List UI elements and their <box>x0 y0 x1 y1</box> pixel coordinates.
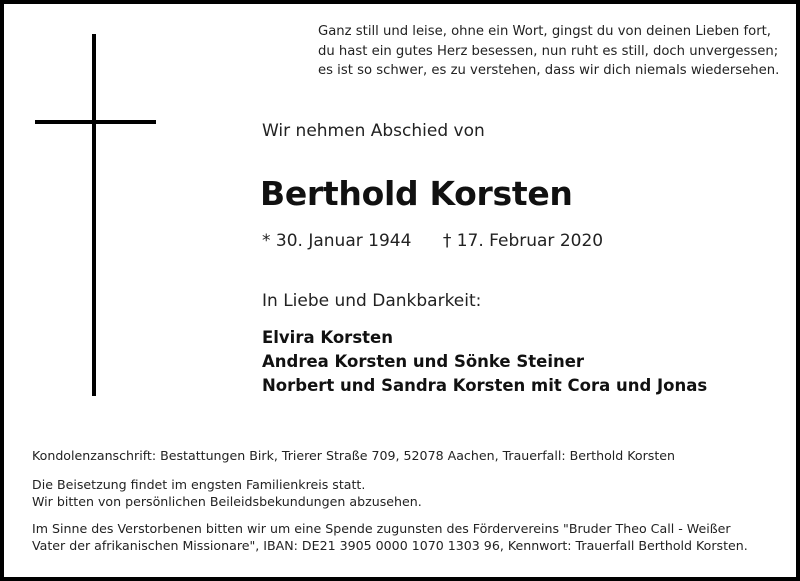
burial-note-line: Die Beisetzung findet im engsten Familienkreis statt. <box>32 477 366 492</box>
cross-vertical-bar <box>92 34 96 396</box>
burial-note-line: Wir bitten von persönlichen Beileidsbekundungen abzusehen. <box>32 494 422 509</box>
mourner: Norbert und Sandra Korsten mit Cora und Jonas <box>262 376 708 395</box>
cross-horizontal-bar <box>35 120 156 124</box>
donation-line: Vater der afrikanischen Missionare", IBAN: DE21 3905 0000 1070 1303 96, Kennwort: Trauerfall Berthold Korsten. <box>32 538 748 553</box>
burial-notes <box>32 476 422 510</box>
poem-line: es ist so schwer, es zu verstehen, dass wir dich niemals wiedersehen. <box>318 63 780 78</box>
poem-line: Ganz still und leise, ohne ein Wort, gingst du von deinen Lieben fort, <box>318 24 771 39</box>
donation-request <box>32 520 748 554</box>
farewell-intro: Wir nehmen Abschied von <box>262 121 485 141</box>
birth-date: * 30. Januar 1944 <box>262 231 412 251</box>
deceased-name: Berthold Korsten <box>260 174 573 213</box>
condolence-address: Kondolenzanschrift: Bestattungen Birk, Trierer Straße 709, 52078 Aachen, Trauerfall: Berthold Korsten <box>32 448 676 463</box>
death-date: † 17. Februar 2020 <box>442 231 604 251</box>
life-dates <box>262 231 603 251</box>
mourner: Andrea Korsten und Sönke Steiner <box>262 352 585 371</box>
donation-line: Im Sinne des Verstorbenen bitten wir um eine Spende zugunsten des Fördervereins "Bruder Theo Call - Weißer <box>32 521 731 536</box>
poem <box>318 22 788 81</box>
mourner: Elvira Korsten <box>262 328 393 347</box>
poem-line: du hast ein gutes Herz besessen, nun ruht es still, doch unvergessen; <box>318 43 779 59</box>
gratitude-line: In Liebe und Dankbarkeit: <box>262 291 482 311</box>
mourners-list <box>262 326 707 398</box>
